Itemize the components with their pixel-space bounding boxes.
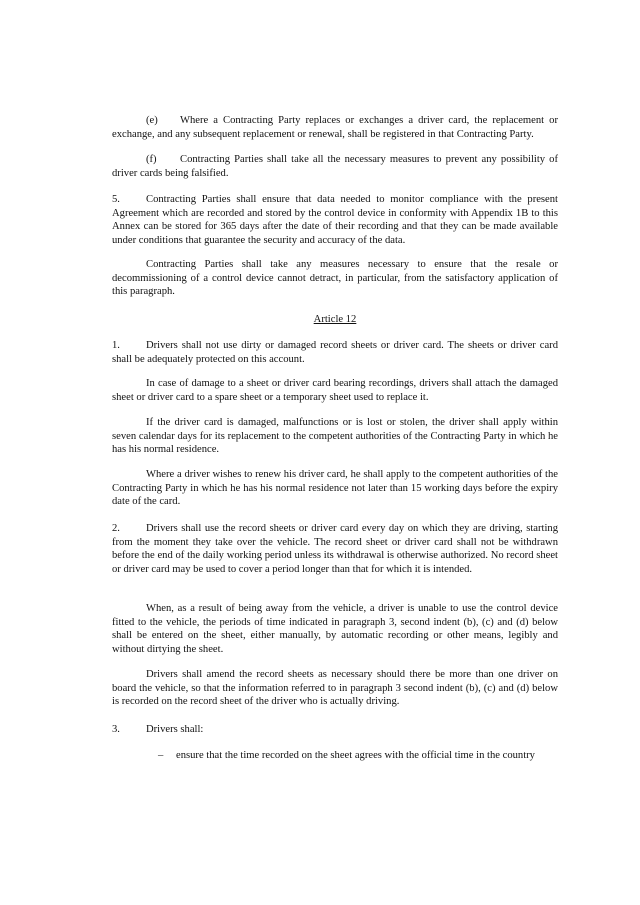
paragraph-number: 2.	[112, 523, 120, 534]
paragraph-5-continued: Contracting Parties shall take any measures necessary to ensure that the resale or decommissioning of a control device cannot detract, in particular, from the satisfactory application of this paragraph.	[112, 259, 558, 297]
paragraph-1-damage: In case of damage to a sheet or driver card bearing recordings, drivers shall attach the damaged sheet or driver card to a spare sheet or a temporary sheet used to replace it.	[112, 378, 558, 403]
paragraph-f	[112, 153, 558, 180]
paragraph-text: Drivers shall:	[146, 724, 204, 735]
list-item-text: ensure that the time recorded on the sheet agrees with the official time in the country	[176, 750, 535, 761]
paragraph-3	[112, 723, 558, 737]
paragraph-label: (e)	[146, 115, 158, 126]
paragraph-5	[112, 193, 558, 247]
paragraph-1-lost-card: If the driver card is damaged, malfunctions or is lost or stolen, the driver shall apply within seven calendar days for its replacement to the competent authorities of the Contracting Party in which he has his normal residence.	[112, 417, 558, 455]
paragraph-2	[112, 522, 558, 576]
paragraph-e	[112, 114, 558, 141]
paragraph-number: 3.	[112, 724, 120, 735]
paragraph-text: Where a Contracting Party replaces or exchanges a driver card, the replacement or exchange, and any subsequent replacement or renewal, shall be registered in that Contracting Party.	[112, 115, 558, 140]
paragraph-number: 1.	[112, 340, 120, 351]
article-heading: Article 12	[313, 314, 357, 325]
paragraph-1	[112, 339, 558, 366]
paragraph-1-renewal: Where a driver wishes to renew his driver card, he shall apply to the competent authorities of the Contracting Party in which he has his normal residence not later than 15 working days before the expiry date of the card.	[112, 469, 558, 507]
paragraph-text: Drivers shall use the record sheets or driver card every day on which they are driving, starting from the moment they take over the vehicle. The record sheet or driver card shall not be withdrawn before the end of the daily working period unless its withdrawal is otherwise authorized. No record sheet or driver card may be used to cover a period longer than that for which it is intended.	[112, 523, 558, 575]
paragraph-2-away: When, as a result of being away from the vehicle, a driver is unable to use the control device fitted to the vehicle, the periods of time indicated in paragraph 3, second indent (b), (c) and (d) below shall be entered on the sheet, either manually, by automatic recording or other means, legibly and without dirtying the sheet.	[112, 603, 558, 655]
paragraph-text: Contracting Parties shall take all the necessary measures to prevent any possibility of driver cards being falsified.	[112, 154, 558, 179]
paragraph-text: Contracting Parties shall ensure that data needed to monitor compliance with the present Agreement which are recorded and stored by the control device in conformity with Appendix 1B to this Annex can be stored for 365 days after the date of their recording and that they can be made available under conditions that guarantee the security and accuracy of the data.	[112, 194, 558, 246]
paragraph-text: Drivers shall not use dirty or damaged record sheets or driver card. The sheets or driver card shall be adequately protected on this account.	[112, 340, 558, 365]
paragraph-label: (f)	[146, 154, 157, 165]
paragraph-number: 5.	[112, 194, 120, 205]
paragraph-2-multiple-drivers: Drivers shall amend the record sheets as necessary should there be more than one driver on board the vehicle, so that the information referred to in paragraph 3 second indent (b), (c) and (d) below is recorded on the record sheet of the driver who is actually driving.	[112, 669, 558, 707]
dash-bullet: –	[158, 750, 164, 761]
list-item	[158, 749, 558, 763]
